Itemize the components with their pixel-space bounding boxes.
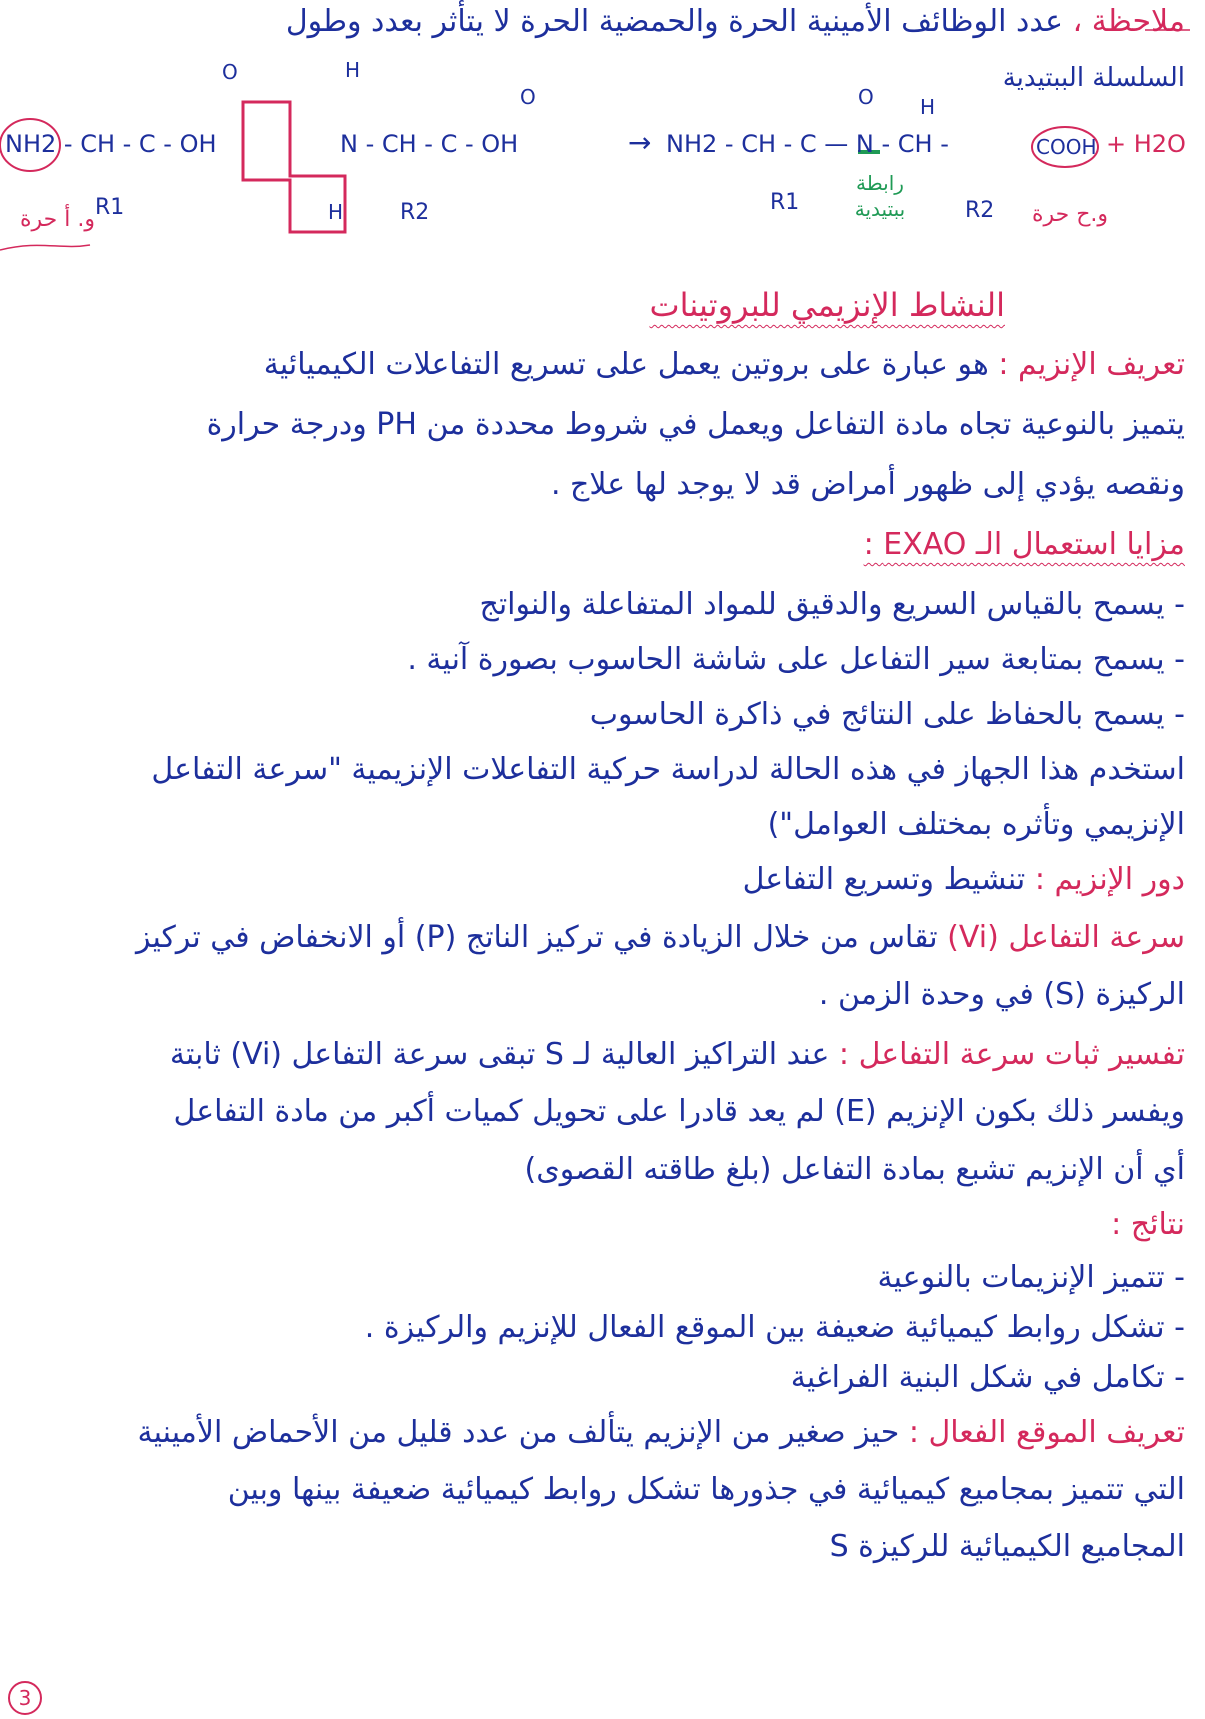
active-site-text-1: حيز صغير من الإنزيم يتألف من عدد قليل من الأحماض الأمينية [137,1415,900,1450]
enzyme-definition-label: تعريف الإنزيم : [998,347,1185,382]
enzyme-definition-text-1: هو عبارة على بروتين يعمل على تسريع التفاعلات الكيميائية [263,347,989,382]
top-note-text: عدد الوظائف الأمينية الحرة والحمضية الحرة لا يتأثر بعدد وطول [285,4,1064,39]
reactant1-o: O [222,60,238,84]
reaction-arrow: → [628,126,652,159]
product-r2: R2 [965,198,995,223]
stability-line-3: أي أن الإنزيم تشبع بمادة التفاعل (بلغ طاقته القصوى) [524,1152,1185,1187]
active-site-line-2: التي تتميز بمجاميع كيميائية في جذورها تشكل روابط كيميائية ضعيفة بينها وبين [227,1472,1185,1507]
enzyme-role-text: تنشيط وتسريع التفاعل [742,862,1026,897]
product-chain: NH2 - CH - C — N - CH - [666,130,949,158]
results-title: نتائج : [1111,1207,1185,1242]
top-note-label: ملاحظة ، [1072,4,1185,39]
exao-item-1: - يسمح بالقياس السريع والدقيق للمواد المتفاعلة والنواتج [479,585,1185,625]
reactant2-r: R2 [400,200,430,225]
reactant1: NH2 - CH - C - OH [5,130,217,158]
left-free-amine-note: و. أ حرة [20,207,95,232]
enzyme-role-label: دور الإنزيم : [1034,862,1185,897]
stability-text-1: عند التراكيز العالية لـ S تبقى سرعة التفاعل (Vi) ثابتة [169,1037,830,1072]
exao-usage-line-2: الإنزيمي وتأثره بمختلف العوامل") [767,807,1185,842]
enzyme-definition-line-1 [264,345,1185,385]
product-h: H [920,95,936,119]
exao-item-3: - يسمح بالحفاظ على النتائج في ذاكرة الحاسوب [590,695,1185,735]
section-title: النشاط الإنزيمي للبروتينات [649,286,1005,324]
stability-label: تفسير ثبات سرعة التفاعل : [838,1037,1185,1072]
results-item-1: - تتميز الإنزيمات بالنوعية [878,1258,1185,1298]
reactant2-h-bottom: H [328,200,344,224]
enzyme-definition-line-2: يتميز بالنوعية تجاه مادة التفاعل ويعمل في شروط محددة من PH ودرجة حرارة [206,407,1185,442]
reactant2: N - CH - C - OH [340,130,519,158]
results-item-3: - تكامل في شكل البنية الفراغية [791,1358,1185,1398]
enzyme-role [743,860,1185,900]
right-free-acid-note: و.ح حرة [1031,202,1109,227]
product-o: O [858,85,874,109]
reaction-speed-label: سرعة التفاعل (Vi) [947,920,1185,955]
product-cooh: COOH [1036,135,1097,159]
reaction-speed-line-2: الركيزة (S) في وحدة الزمن . [818,977,1185,1012]
reaction-speed-line-1 [136,918,1185,958]
enzyme-definition-line-3: ونقصه يؤدي إلى ظهور أمراض قد لا يوجد لها علاج . [550,467,1185,502]
exao-title: مزايا استعمال الـ EXAO : [863,527,1185,562]
active-site-label: تعريف الموقع الفعال : [908,1415,1185,1450]
reaction-speed-text-1: تقاس من خلال الزيادة في تركيز الناتج (P) أو الانخفاض في تركيز [135,920,938,955]
active-site-line-3: المجاميع الكيميائية للركيزة S [829,1529,1185,1564]
stability-line-1 [170,1035,1185,1075]
peptide-bond-label: رابطة ببتيدية [854,171,906,221]
active-site-line-1 [138,1413,1185,1453]
peptide-chain-label: السلسلة الببتيدية [1002,63,1185,93]
exao-item-2: - يسمح بمتابعة سير التفاعل على شاشة الحاسوب بصورة آنية . [407,640,1185,680]
stability-line-2: ويفسر ذلك بكون الإنزيم (E) لم يعد قادرا على تحويل كميات أكبر من مادة التفاعل [173,1094,1185,1129]
reactant2-o: O [520,85,536,109]
reactant1-r: R1 [95,195,125,220]
water: + H2O [1106,130,1186,158]
reactant2-h-top: H [345,58,361,82]
results-item-2: - تشكل روابط كيميائية ضعيفة بين الموقع الفعال للإنزيم والركيزة . [365,1308,1185,1348]
exao-usage-line-1: استخدم هذا الجهاز في هذه الحالة لدراسة حركية التفاعلات الإنزيمية "سرعة التفاعل [151,752,1185,787]
product-r1: R1 [770,190,800,215]
page-number: 3 [8,1681,42,1715]
